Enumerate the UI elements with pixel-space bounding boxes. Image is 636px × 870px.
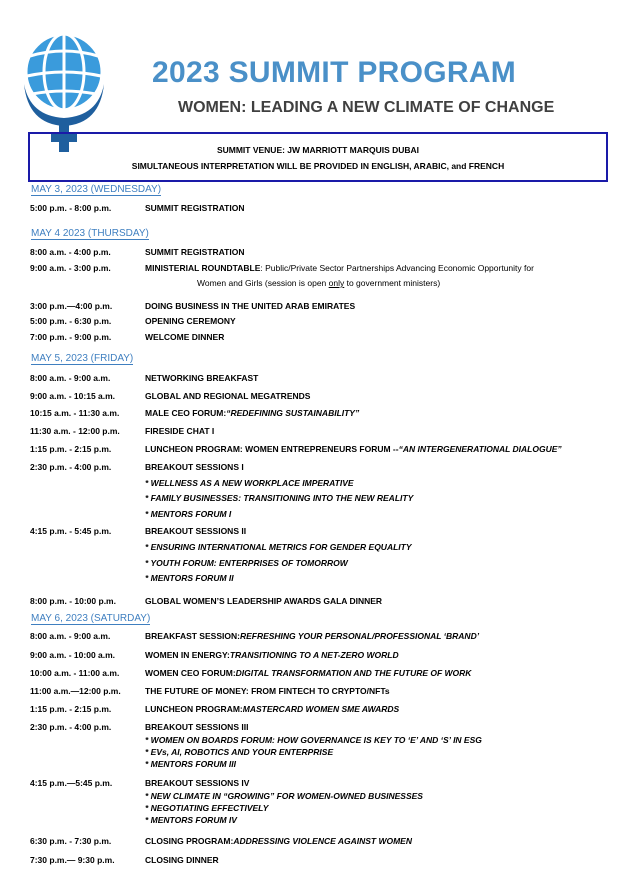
event: LUNCHEON PROGRAM: WOMEN ENTREPRENEURS FORUM -- <box>145 444 399 454</box>
event: GLOBAL WOMEN’S LEADERSHIP AWARDS GALA DINNER <box>145 596 383 606</box>
schedule-row <box>30 855 219 866</box>
time: 11:30 a.m. - 12:00 p.m. <box>30 426 120 436</box>
event: FIRESIDE CHAT I <box>145 426 215 436</box>
time: 11:00 a.m.—12:00 p.m. <box>30 686 121 696</box>
schedule-row <box>30 704 399 715</box>
page-title: 2023 SUMMIT PROGRAM <box>152 56 517 89</box>
event: DOING BUSINESS IN THE UNITED ARAB EMIRATES <box>145 301 356 311</box>
schedule-row <box>30 332 224 343</box>
event-subtitle: TRANSITIONING TO A NET-ZERO WORLD <box>229 650 399 660</box>
day-header: MAY 3, 2023 (WEDNESDAY) <box>31 184 162 195</box>
breakout-item: * MENTORS FORUM III <box>145 759 236 769</box>
time: 10:15 a.m. - 11:30 a.m. <box>30 408 120 418</box>
event-subtitle: REFRESHING YOUR PERSONAL/PROFESSIONAL ‘BRAND’ <box>239 631 480 641</box>
time: 6:30 p.m. - 7:30 p.m. <box>30 836 112 846</box>
event: BREAKOUT SESSIONS I <box>145 462 244 472</box>
schedule-row <box>30 316 236 327</box>
breakout-item: * MENTORS FORUM I <box>145 509 232 519</box>
time: 8:00 a.m. - 9:00 a.m. <box>30 373 111 383</box>
time: 9:00 a.m. - 10:00 a.m. <box>30 650 116 660</box>
time: 9:00 a.m. - 10:15 a.m. <box>30 391 116 401</box>
event: BREAKOUT SESSIONS II <box>145 526 247 536</box>
time: 4:15 p.m. - 5:45 p.m. <box>30 526 112 536</box>
breakout-item: * FAMILY BUSINESSES: TRANSITIONING INTO THE NEW REALITY <box>145 493 414 503</box>
time: 4:15 p.m.—5:45 p.m. <box>30 778 113 788</box>
event-subtitle: MASTERCARD WOMEN SME AWARDS <box>242 704 400 714</box>
time: 5:00 p.m. - 8:00 p.m. <box>30 203 112 213</box>
event: LUNCHEON PROGRAM: <box>145 704 243 714</box>
day-header: MAY 5, 2023 (FRIDAY) <box>31 353 134 364</box>
day-header: MAY 6, 2023 (SATURDAY) <box>31 613 151 624</box>
schedule-row <box>30 263 534 274</box>
event: THE FUTURE OF MONEY: FROM FINTECH TO CRYPTO/NFTs <box>145 686 390 696</box>
schedule-row <box>30 836 412 847</box>
breakout-item: * NEW CLIMATE IN “GROWING” FOR WOMEN-OWNED BUSINESSES <box>145 791 423 801</box>
time: 9:00 a.m. - 3:00 p.m. <box>30 263 111 273</box>
breakout-item: * ENSURING INTERNATIONAL METRICS FOR GENDER EQUALITY <box>145 542 412 552</box>
event-detail-continued: Women and Girls (session is open only to government ministers) <box>197 278 441 288</box>
breakout-item: * WELLNESS AS A NEW WORKPLACE IMPERATIVE <box>145 478 354 488</box>
time: 8:00 p.m. - 10:00 p.m. <box>30 596 116 606</box>
schedule-row <box>30 408 359 419</box>
time: 7:00 p.m. - 9:00 p.m. <box>30 332 112 342</box>
time: 3:00 p.m.—4:00 p.m. <box>30 301 113 311</box>
page-subtitle: WOMEN: LEADING A NEW CLIMATE OF CHANGE <box>178 99 555 116</box>
event: CLOSING DINNER <box>145 855 219 865</box>
event-subtitle: ADDRESSING VIOLENCE AGAINST WOMEN <box>233 836 412 846</box>
event-detail: : Public/Private Sector Partnerships Advancing Economic Opportunity for <box>260 263 534 273</box>
schedule-row <box>30 778 249 789</box>
time: 8:00 a.m. - 4:00 p.m. <box>30 247 111 257</box>
schedule-row <box>30 722 248 733</box>
schedule-row <box>30 444 562 455</box>
schedule-row <box>30 631 479 642</box>
event: WOMEN IN ENERGY: <box>145 650 230 660</box>
schedule-row <box>30 596 382 607</box>
schedule-row <box>30 650 399 661</box>
schedule-row <box>30 203 244 214</box>
schedule-row <box>30 462 244 473</box>
event: SUMMIT REGISTRATION <box>145 247 245 257</box>
time: 10:00 a.m. - 11:00 a.m. <box>30 668 120 678</box>
time: 2:30 p.m. - 4:00 p.m. <box>30 462 112 472</box>
breakout-item: * YOUTH FORUM: ENTERPRISES OF TOMORROW <box>145 558 348 568</box>
time: 8:00 a.m. - 9:00 a.m. <box>30 631 111 641</box>
schedule-row <box>30 686 390 697</box>
event: WELCOME DINNER <box>145 332 225 342</box>
schedule-row <box>30 426 214 437</box>
time: 5:00 p.m. - 6:30 p.m. <box>30 316 112 326</box>
event: SUMMIT REGISTRATION <box>145 203 245 213</box>
event-subtitle: DIGITAL TRANSFORMATION AND THE FUTURE OF WORK <box>235 668 472 678</box>
event: CLOSING PROGRAM: <box>145 836 234 846</box>
venue-box <box>28 132 608 182</box>
schedule-row <box>30 247 244 258</box>
event: BREAKFAST SESSION: <box>145 631 240 641</box>
event-subtitle: “REDEFINING SUSTAINABILITY” <box>226 408 360 418</box>
schedule-row <box>30 668 471 679</box>
day-header: MAY 4 2023 (THURSDAY) <box>31 228 149 239</box>
interpretation-line: SIMULTANEOUS INTERPRETATION WILL BE PROVIDED IN ENGLISH, ARABIC, and FRENCH <box>131 161 505 171</box>
schedule-row <box>30 391 310 402</box>
breakout-item: * NEGOTIATING EFFECTIVELY <box>145 803 269 813</box>
event: WOMEN CEO FORUM: <box>145 668 236 678</box>
event: NETWORKING BREAKFAST <box>145 373 259 383</box>
event-subtitle: “AN INTERGENERATIONAL DIALOGUE” <box>398 444 562 454</box>
breakout-item: * EVs, AI, ROBOTICS AND YOUR ENTERPRISE <box>145 747 334 757</box>
schedule-row <box>30 373 258 384</box>
event: GLOBAL AND REGIONAL MEGATRENDS <box>145 391 311 401</box>
event: BREAKOUT SESSIONS III <box>145 722 249 732</box>
event: BREAKOUT SESSIONS IV <box>145 778 250 788</box>
breakout-item: * MENTORS FORUM IV <box>145 815 237 825</box>
time: 1:15 p.m. - 2:15 p.m. <box>30 704 112 714</box>
time: 1:15 p.m. - 2:15 p.m. <box>30 444 112 454</box>
breakout-item: * MENTORS FORUM II <box>145 573 234 583</box>
event: OPENING CEREMONY <box>145 316 236 326</box>
time: 2:30 p.m. - 4:00 p.m. <box>30 722 112 732</box>
event: MALE CEO FORUM: <box>145 408 227 418</box>
breakout-item: * WOMEN ON BOARDS FORUM: HOW GOVERNANCE IS KEY TO ‘E’ AND ‘S’ IN ESG <box>145 735 482 745</box>
schedule-row <box>30 526 246 537</box>
schedule-row <box>30 301 355 312</box>
event: MINISTERIAL ROUNDTABLE <box>145 263 261 273</box>
time: 7:30 p.m.— 9:30 p.m. <box>30 855 115 865</box>
venue-line: SUMMIT VENUE: JW MARRIOTT MARQUIS DUBAI <box>216 145 420 155</box>
